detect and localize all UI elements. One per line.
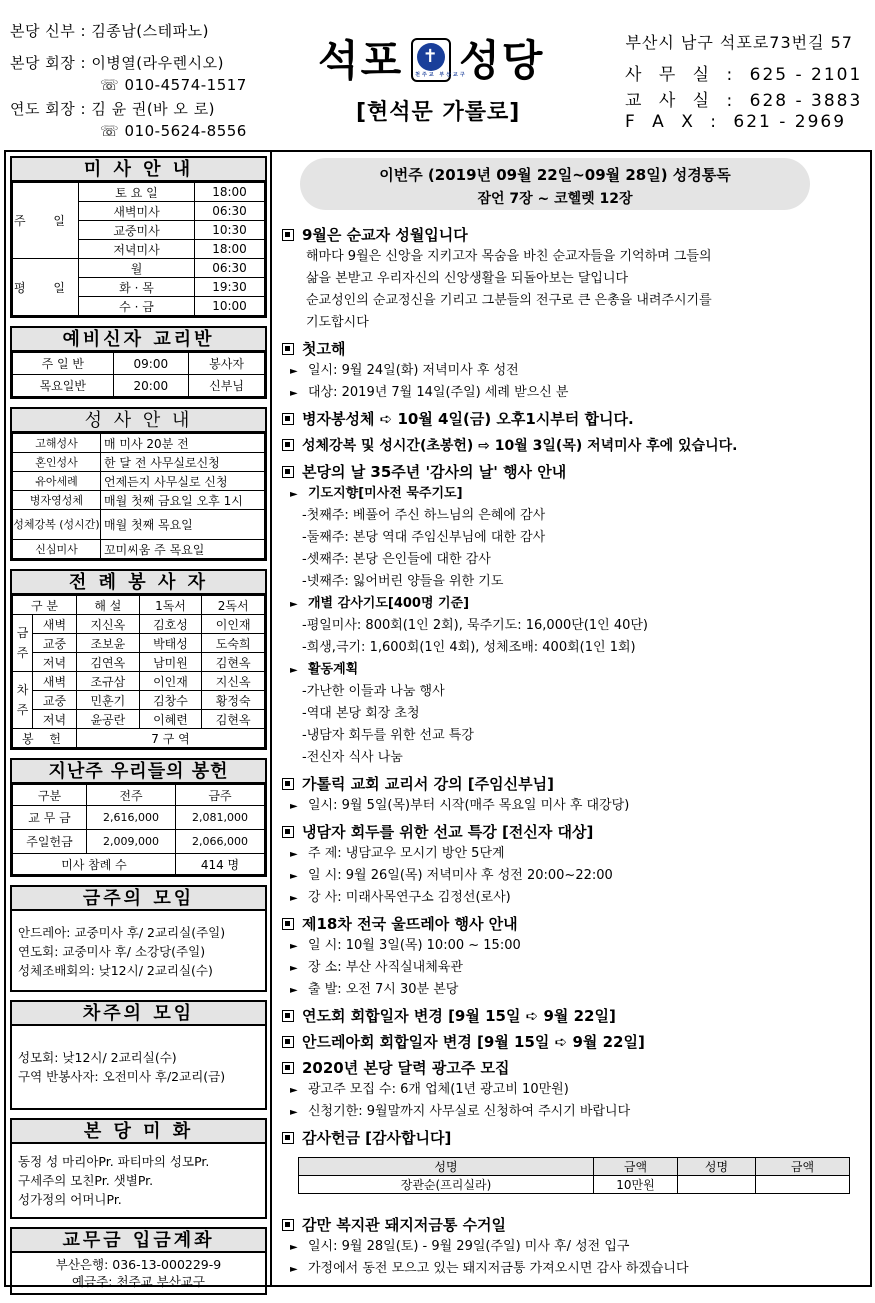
bank-account: 교무금 입금계좌 부산은행: 036-13-000229-9 예금주: 천주교 부산교구 bbox=[10, 1227, 267, 1295]
mass-title: 미 사 안 내 bbox=[12, 158, 265, 182]
notice-item: ► 장 소: 부산 사직실내체육관 bbox=[290, 960, 463, 975]
notice-subhead: ► 활동계획 bbox=[290, 662, 359, 677]
sacrament-title: 성 사 안 내 bbox=[12, 409, 265, 433]
notice-item: ► 신청기한: 9월말까지 사무실로 신청하여 주시기 바랍니다 bbox=[290, 1104, 631, 1119]
offering-summary: 지난주 우리들의 봉헌 구분 전주 금주 교 무 금 2,616,000 2,081,000 주일헌금 2,009,000 2,066,000 미사 참례 수 414 명 bbox=[10, 758, 267, 877]
prayer-president-line: 연도 회장 : 김 윤 권(바 오 로) bbox=[10, 100, 216, 118]
catechumen-class: 예비신자 교리반 주 일 반 09:00 봉사자 목요일반 20:00 신부님 bbox=[10, 326, 267, 399]
title-right: 성당 bbox=[459, 36, 545, 85]
notice-subhead: ► 개별 감사기도[400명 기준] bbox=[290, 596, 470, 611]
left-column bbox=[10, 156, 267, 1303]
notice-title: 연도회 회합일자 변경 [9월 15일 ➪ 9월 22일] bbox=[282, 1005, 866, 1027]
notice-subitem: -첫째주: 베풀어 주신 하느님의 은혜에 감사 bbox=[302, 508, 546, 523]
bullet-square-icon bbox=[282, 1219, 294, 1231]
bible-reading-banner: 이번주 (2019년 09월 22일~09월 28일) 성경통독 잠언 7장 ~ 코헬렛 12장 bbox=[300, 158, 810, 210]
notice-subitem: -평일미사: 800회(1인 2회), 묵주기도: 16,000단(1인 40단) bbox=[302, 618, 648, 633]
notice-subitem: -넷째주: 잃어버린 양들을 위한 기도 bbox=[302, 574, 504, 589]
notice-title: 2020년 본당 달력 광고주 모집 bbox=[282, 1057, 866, 1079]
notice-item: ► 일시: 9월 5일(목)부터 시작(매주 목요일 미사 후 대강당) bbox=[290, 798, 630, 813]
bullet-square-icon bbox=[282, 1062, 294, 1074]
prayer-president-phone: ☏ 010-5624-8556 bbox=[100, 122, 247, 140]
patron-subtitle: [현석문 가롤로] bbox=[356, 100, 521, 125]
notice-item: ► 대상: 2019년 7월 14일(주일) 세례 받으신 분 bbox=[290, 385, 569, 400]
bullet-square-icon bbox=[282, 343, 294, 355]
notice-title: 병자봉성체 ➪ 10월 4일(금) 오후1시부터 합니다. bbox=[282, 408, 866, 430]
next-meet-title: 차주의 모임 bbox=[12, 1002, 265, 1026]
offering-title: 지난주 우리들의 봉헌 bbox=[12, 760, 265, 784]
bullet-square-icon bbox=[282, 778, 294, 790]
notice-item: ► 일시: 9월 24일(화) 저녁미사 후 성전 bbox=[290, 363, 519, 378]
notice-subhead: ► 기도지향[미사전 묵주기도] bbox=[290, 486, 463, 501]
president-phone: ☏ 010-4574-1517 bbox=[100, 76, 247, 94]
title-left: 석포 bbox=[318, 36, 404, 85]
church-logo-icon: ✝ 천주교 부산교구 bbox=[411, 38, 451, 82]
bullet-square-icon bbox=[282, 1132, 294, 1144]
notice-item: ► 주 제: 냉담교우 모시기 방안 5단계 bbox=[290, 846, 505, 861]
notice-title: 가톨릭 교회 교리서 강의 [주임신부님] bbox=[282, 773, 866, 795]
right-column bbox=[282, 150, 866, 1280]
fax: F A X : 621 - 2969 bbox=[625, 112, 847, 132]
notice-subitem: -전신자 식사 나눔 bbox=[302, 750, 403, 765]
account-title: 교무금 입금계좌 bbox=[12, 1229, 265, 1253]
notice-title: 본당의 날 35주년 '감사의 날' 행사 안내 bbox=[282, 461, 866, 483]
notice-body: 해마다 9월은 신앙을 지키고자 목숨을 바친 순교자들을 기억하며 그들의 삶을 본받고 우리자신의 신앙생활을 되돌아보는 달입니다 순교성인의 순교정신을 기리고 그분들의 전구로 큰 은총을 내려주시기를 기도합시다 bbox=[306, 249, 712, 330]
notice-title: 안드레아회 회합일자 변경 [9월 15일 ➪ 9월 22일] bbox=[282, 1031, 866, 1053]
notice-item: ► 출 발: 오전 7시 30분 본당 bbox=[290, 982, 459, 997]
notice-subitem: -냉담자 회두를 위한 선교 특강 bbox=[302, 728, 474, 743]
notice-item: ► 일시: 9월 28일(토) - 9월 29일(주일) 미사 후/ 성전 입구 bbox=[290, 1239, 630, 1254]
bullet-square-icon bbox=[282, 826, 294, 838]
notice-title: 냉담자 회두를 위한 선교 특강 [전신자 대상] bbox=[282, 821, 866, 843]
parish-beauty: 본 당 미 화 동정 성 마리아Pr. 파티마의 성모Pr. 구세주의 모친Pr. 샛별Pr. 성가정의 어머니Pr. bbox=[10, 1118, 267, 1219]
notice-title: 감사헌금 [감사합니다] bbox=[282, 1127, 866, 1149]
bullet-square-icon bbox=[282, 466, 294, 478]
notice-item: ► 가정에서 동전 모으고 있는 돼지저금통 가져오시면 감사 하겠습니다 bbox=[290, 1261, 689, 1276]
beauty-title: 본 당 미 화 bbox=[12, 1120, 265, 1144]
this-meet-title: 금주의 모임 bbox=[12, 887, 265, 911]
bullet-square-icon bbox=[282, 229, 294, 241]
office-phone: 사 무 실 : 625 - 2101 bbox=[625, 65, 863, 85]
next-week-meetings: 차주의 모임 성모회: 낮12시/ 2교리실(수) 구역 반봉사자: 오전미사 후/2교리(금) bbox=[10, 1000, 267, 1110]
pastor-line: 본당 신부 : 김종남(스테파노) bbox=[10, 22, 209, 40]
liturgy-servers: 전 례 봉 사 자 구 분 해 설 1독서 2독서 금주 새벽 지신옥 김호성 이인재 교중 조보윤 박태성 도숙희 저녁 김연옥 남미원 김현옥 차주 새벽 조규삼 이인재 지신옥 교중 민훈기 김창수 황정숙 저녁 윤공란 이혜련 김현옥 봉 헌 7 구 역 bbox=[10, 569, 267, 750]
notice-item: ► 광고주 모집 수: 6개 업체(1년 광고비 10만원) bbox=[290, 1082, 569, 1097]
thanks-offering-table: 성명 금액 성명 금액 장관순(프리실라) 10만원 bbox=[298, 1157, 850, 1194]
mass-schedule bbox=[10, 156, 267, 318]
notice-item: ► 일 시: 10월 3일(목) 10:00 ~ 15:00 bbox=[290, 938, 521, 953]
notice-subitem: -셋째주: 본당 은인들에 대한 감사 bbox=[302, 552, 491, 567]
header bbox=[0, 0, 875, 150]
notice-title: 첫고해 bbox=[282, 338, 866, 360]
notice-title: 9월은 순교자 성월입니다 bbox=[282, 224, 866, 246]
bullet-square-icon bbox=[282, 1010, 294, 1022]
teacher-phone: 교 사 실 : 628 - 3883 bbox=[625, 91, 863, 111]
notice-title: 감만 복지관 돼지저금통 수거일 bbox=[282, 1214, 866, 1236]
notice-title: 제18차 전국 울뜨레아 행사 안내 bbox=[282, 913, 866, 935]
notice-subitem: -희생,극기: 1,600회(1인 4회), 성체조배: 400회(1인 1회) bbox=[302, 640, 636, 655]
sacrament-guide: 성 사 안 내 고해성사 매 미사 20분 전 혼인성사 한 달 전 사무실로신청 유아세례 언제든지 사무실로 신청 병자영성체 매월 첫째 금요일 오후 1시 성체강복 (성시간) 매월 첫째 목요일 신심미사 꼬미씨움 주 목요일 bbox=[10, 407, 267, 561]
notice-subitem: -역대 본당 회장 초청 bbox=[302, 706, 420, 721]
address: 부산시 남구 석포로73번길 57 bbox=[625, 33, 853, 52]
catechumen-title: 예비신자 교리반 bbox=[12, 328, 265, 352]
column-divider bbox=[270, 150, 272, 1287]
notice-subitem: -둘째주: 본당 역대 주임신부님에 대한 감사 bbox=[302, 530, 546, 545]
notice-item: ► 일 시: 9월 26일(목) 저녁미사 후 성전 20:00~22:00 bbox=[290, 868, 613, 883]
bullet-square-icon bbox=[282, 1036, 294, 1048]
president-line: 본당 회장 : 이병열(라우렌시오) bbox=[10, 54, 224, 72]
this-week-meetings: 금주의 모임 안드레아: 교중미사 후/ 2교리실(주일) 연도회: 교중미사 후/ 소강당(주일) 성체조배회의: 낮12시/ 2교리실(수) bbox=[10, 885, 267, 992]
notice-subitem: -가난한 이들과 나눔 행사 bbox=[302, 684, 445, 699]
bullet-square-icon bbox=[282, 918, 294, 930]
bullet-square-icon bbox=[282, 439, 294, 451]
mass-table: 주 일 토 요 일 18:00 새벽미사 06:30 교중미사 10:30 저녁미사 18:00 평 일 월 06:30 화 · 목 19:30 수 · 금 10:00 bbox=[12, 182, 265, 316]
bullet-square-icon bbox=[282, 413, 294, 425]
church-title bbox=[318, 28, 544, 88]
notice-title: 성체강복 및 성시간(초봉헌) ⇨ 10월 3일(목) 저녁미사 후에 있습니다. bbox=[282, 434, 866, 457]
notice-item: ► 강 사: 미래사목연구소 김정선(로사) bbox=[290, 890, 511, 905]
liturgy-title: 전 례 봉 사 자 bbox=[12, 571, 265, 595]
